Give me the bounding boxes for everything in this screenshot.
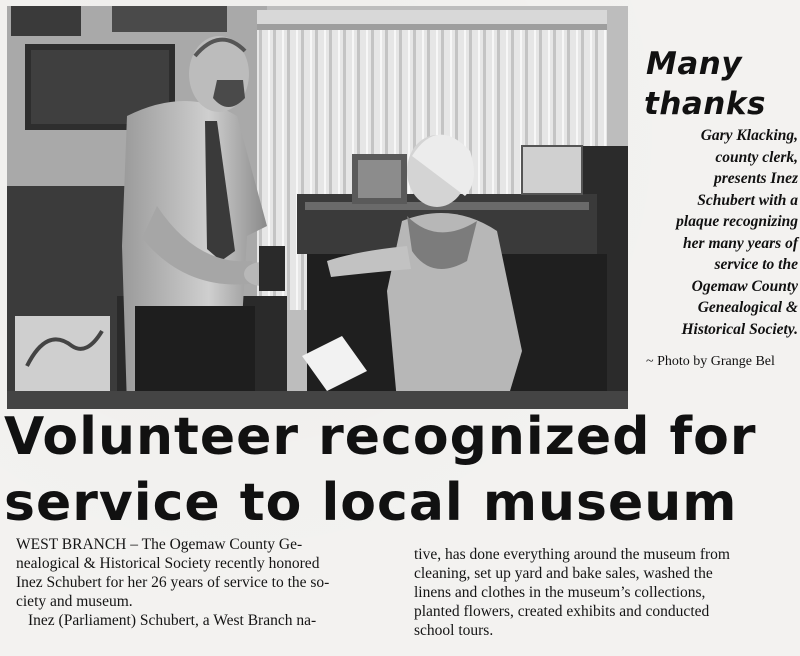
news-photo (7, 6, 628, 409)
article-line: cleaning, set up yard and bake sales, washed the (414, 565, 713, 582)
photo-credit: ~ Photo by Grange Bel (646, 354, 775, 369)
article-line: Inez (Parliament) Schubert, a West Branch na- (28, 612, 317, 629)
article-line: Inez Schubert for her 26 years of service to the so- (16, 574, 330, 591)
article-column-left (16, 535, 396, 630)
article-line: school tours. (414, 622, 494, 639)
headline (4, 404, 800, 536)
caption-line: plaque recognizing (676, 213, 798, 230)
article-line: nealogical & Historical Society recently honored (16, 555, 320, 572)
article-line: ciety and museum. (16, 593, 133, 610)
caption-title (640, 44, 795, 124)
caption-line: Genealogical & (697, 299, 798, 316)
caption-line: Gary Klacking, (700, 127, 798, 144)
photo-caption (640, 125, 798, 340)
caption-title-line: Many (646, 46, 743, 82)
caption-line: Ogemaw County (691, 277, 798, 295)
headline-line: Volunteer recognized for (4, 407, 757, 467)
caption-line: presents Inez (714, 170, 798, 187)
article-column-right (414, 545, 798, 640)
headline-line: service to local museum (4, 473, 738, 533)
caption-line: Schubert with a (697, 191, 798, 209)
caption-line: Historical Society. (681, 320, 798, 338)
caption-line: service to the (714, 256, 798, 273)
photo-illustration (7, 6, 628, 409)
article-line: tive, has done everything around the museum from (414, 546, 730, 563)
caption-line: her many years of (683, 234, 798, 252)
article-line: WEST BRANCH – The Ogemaw County Ge- (16, 536, 303, 553)
caption-title-line: thanks (644, 86, 766, 122)
article-line: linens and clothes in the museum’s collections, (414, 584, 706, 601)
article-line: planted flowers, created exhibits and conducted (414, 603, 710, 620)
caption-line: county clerk, (715, 148, 798, 166)
